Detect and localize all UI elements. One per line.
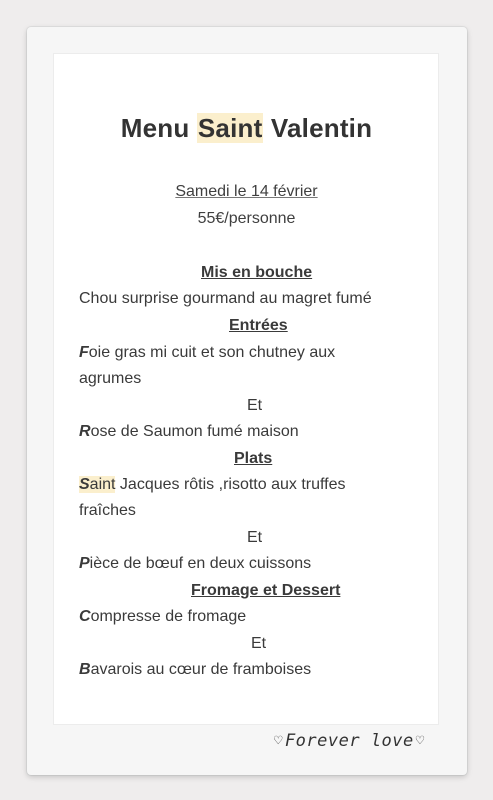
section-fromage-dessert: Fromage et Dessert xyxy=(191,582,341,599)
title-text-1: Menu xyxy=(120,113,197,143)
entree-1-text: oie gras mi cuit et son chutney aux xyxy=(88,344,336,361)
entree-2 xyxy=(79,423,299,441)
entree-1-line-1 xyxy=(79,344,335,362)
title-highlight: Saint xyxy=(197,113,263,143)
dropcap-r: R xyxy=(79,423,91,440)
fromage-text: ompresse de fromage xyxy=(90,608,247,625)
footer-text: Forever love xyxy=(284,731,414,751)
dropcap-b: B xyxy=(79,661,91,678)
title-text-2: Valentin xyxy=(263,113,373,143)
dessert-text: avarois au cœur de framboises xyxy=(90,661,312,678)
section-entrees: Entrées xyxy=(229,317,288,334)
dropcap-c: C xyxy=(79,608,91,625)
plat-1-text: Jacques rôtis ,risotto aux truffes xyxy=(115,476,346,493)
menu-price: 55€/personne xyxy=(197,210,296,227)
forever-love-signature xyxy=(274,731,425,751)
section-amuse-bouche: Mis en bouche xyxy=(201,264,313,281)
menu-date xyxy=(0,183,493,201)
separator-et-1: Et xyxy=(247,397,263,414)
heart-outline-icon: ♡ xyxy=(415,733,425,749)
heart-outline-icon: ♡ xyxy=(274,733,283,749)
section-plats: Plats xyxy=(234,450,273,467)
dropcap-f: F xyxy=(79,344,89,361)
entree-1-line-2: agrumes xyxy=(79,370,142,387)
dropcap-s: S xyxy=(79,476,90,493)
date-text: Samedi le 14 février xyxy=(175,183,318,200)
fromage-item xyxy=(79,608,246,626)
plat-2-text: ièce de bœuf en deux cuissons xyxy=(89,555,312,572)
plat-2 xyxy=(79,555,311,573)
entree-2-text: ose de Saumon fumé maison xyxy=(90,423,299,440)
plat-1-line-1 xyxy=(79,476,346,494)
separator-et-3: Et xyxy=(251,635,267,652)
dessert-item xyxy=(79,661,311,679)
separator-et-2: Et xyxy=(247,529,263,546)
menu-title xyxy=(0,113,493,144)
dropcap-p: P xyxy=(79,555,90,572)
plat-1-highlight: aint xyxy=(89,476,116,493)
plat-1-line-2: fraîches xyxy=(79,502,136,519)
amuse-item: Chou surprise gourmand au magret fumé xyxy=(79,290,372,307)
